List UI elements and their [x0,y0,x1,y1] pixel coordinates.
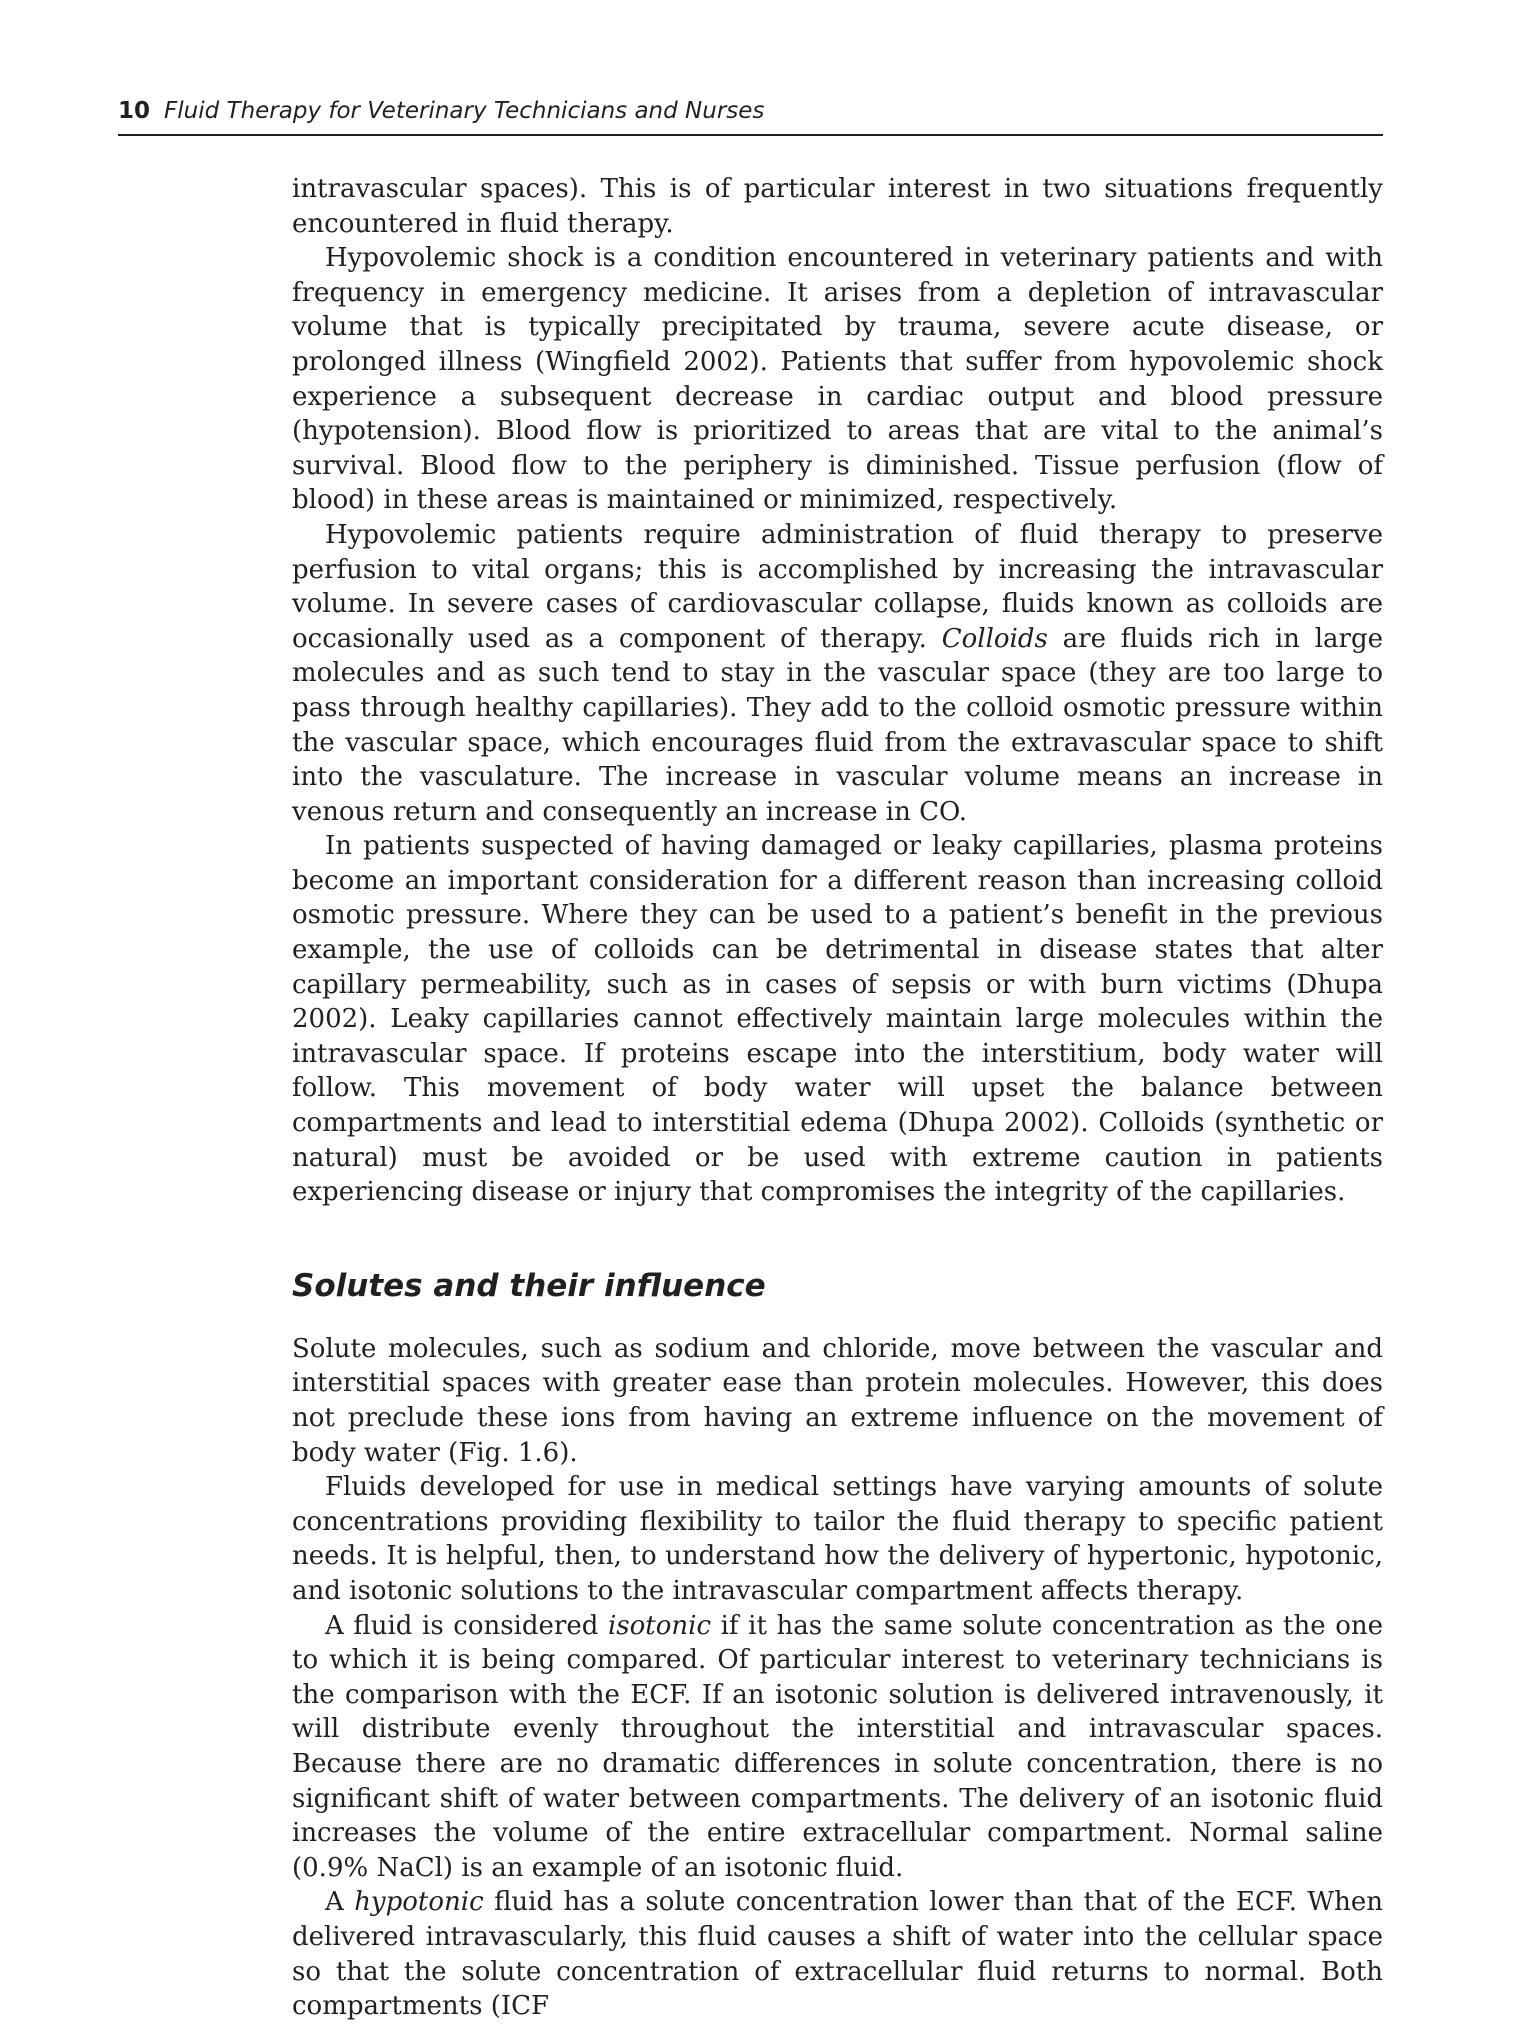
paragraph-text: if it has the same solute concentration as the one to which it is being compared. Of particular interest to veterinary technicians is the comparison with the ECF. If an isotonic solution is delivered intravenously, it will distribute evenly throughout the interstitial and intravascular spaces. Because there are no dramatic differences in solute concentration, there is no significant shift of water between compartments. The delivery of an isotonic fluid increases the volume of the entire extracellular compartment. Normal saline (0.9% NaCl) is an example of an isotonic fluid. [292,1610,1383,1883]
paragraph-text: intravascular spaces). This is of particular interest in two situations frequently encountered in fluid therapy. [292,174,1383,239]
paragraph-hypovolemic-shock [292,241,1383,518]
term-isotonic: isotonic [607,1610,712,1641]
paragraph-fluids-developed [292,1470,1383,1608]
term-hypotonic: hypotonic [354,1887,484,1918]
paragraph-text: A fluid is considered [325,1610,608,1641]
paragraph-colloids [292,518,1383,829]
paragraph-text: Hypovolemic shock is a condition encountered in veterinary patients and with frequency in emergency medicine. It arises from a depletion of intravascular volume that is typically precipitated by trauma, severe acute disease, or prolonged illness (Wingfield 2002). Patients that suffer from hypovolemic shock experience a subsequent decrease in cardiac output and blood pressure (hypotension). Blood flow is prioritized to areas that are vital to the animal’s survival. Blood flow to the periphery is diminished. Tissue perfusion (flow of blood) in these areas is maintained or minimized, respectively. [292,243,1383,516]
body-text [292,172,1383,2024]
paragraph-text: fluid has a solute concentration lower than that of the ECF. When delivered intravascularly, this fluid causes a shift of water into the cellular space so that the solute concentration of extracellular fluid returns to normal. Both compartments (ICF [292,1887,1383,2022]
paragraph-text: Fluids developed for use in medical settings have varying amounts of solute concentrations providing flexibility to tailor the fluid therapy to specific patient needs. It is helpful, then, to understand how the delivery of hypertonic, hypotonic, and isotonic solutions to the intravascular compartment affects therapy. [292,1472,1383,1606]
section-heading: Solutes and their influence [292,1267,766,1304]
book-title: Fluid Therapy for Veterinary Technicians and Nurses [164,98,765,124]
paragraph-isotonic [292,1609,1383,1886]
term-colloids: Colloids [941,623,1048,654]
paragraph-text: Solute molecules, such as sodium and chloride, move between the vascular and interstitial spaces with greater ease than protein molecules. However, this does not preclude these ions from having an extreme influence on the movement of body water (Fig. 1.6). [292,1333,1383,1468]
paragraph-leaky-capillaries [292,829,1383,1210]
page-number: 10 [118,98,151,124]
running-head [118,96,1383,136]
paragraph-solute-molecules [292,1332,1383,1470]
paragraph-continuation [292,172,1383,241]
paragraph-text: Hypovolemic patients require administration of fluid therapy to preserve perfusion to vital organs; this is accomplished by increasing the intravascular volume. In severe cases of cardiovascular collapse, fluids known as colloids are occasionally used as a component of therapy. [292,519,1383,654]
paragraph-text: A [325,1887,355,1918]
paragraph-text: are fluids rich in large molecules and as such tend to stay in the vascular space (they are too large to pass through healthy capillaries). They add to the colloid osmotic pressure within the vascular space, which encourages fluid from the extravascular space to shift into the vasculature. The increase in vascular volume means an increase in venous return and consequently an increase in CO. [292,623,1384,827]
paragraph-hypotonic [292,1885,1383,2023]
paragraph-text: In patients suspected of having damaged or leaky capillaries, plasma proteins become an important consideration for a different reason than increasing colloid osmotic pressure. Where they can be used to a patient’s benefit in the previous example, the use of colloids can be detrimental in disease states that alter capillary permeability, such as in cases of sepsis or with burn victims (Dhupa 2002). Leaky capillaries cannot effectively maintain large molecules within the intravascular space. If proteins escape into the interstitium, body water will follow. This movement of body water will upset the balance between compartments and lead to interstitial edema (Dhupa 2002). Colloids (synthetic or natural) must be avoided or be used with extreme caution in patients experiencing disease or injury that compromises the integrity of the capillaries. [292,831,1383,1208]
